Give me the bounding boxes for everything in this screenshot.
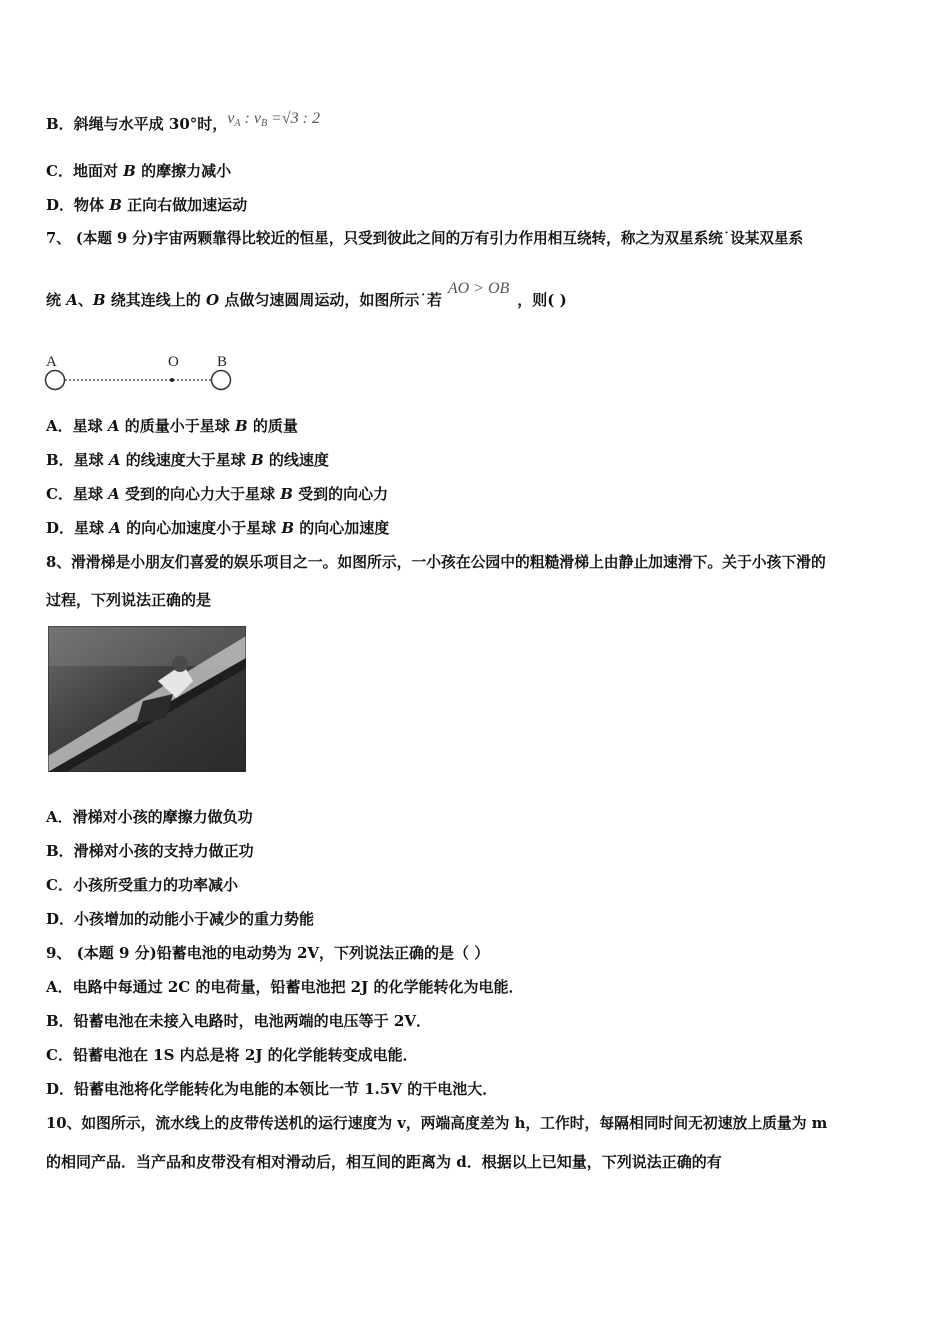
- formula-vb-sub: B: [260, 118, 268, 129]
- q7-b-post: 的线速度: [263, 451, 329, 469]
- q7-a-post: 的质量: [247, 417, 298, 435]
- point-o-dot: [170, 378, 174, 382]
- q7-d-post: 的向心加速度: [294, 519, 390, 537]
- q10-stem-line2: 的相同产品．当产品和皮带没有相对滑动后，相互间的距离为 d．根据以上已知量，下列说法正确的有: [46, 1153, 722, 1171]
- q7-l2-var-o: O: [206, 291, 220, 309]
- q8-option-c: C．小孩所受重力的功率减小: [46, 876, 238, 894]
- q6-option-b: [46, 110, 320, 140]
- q10-stem-line1: 10、如图所示，流水线上的皮带传送机的运行速度为 v，两端高度差为 h，工作时，每隔相同时间无初速放上质量为 m: [46, 1115, 828, 1132]
- formula-va: v: [227, 110, 235, 127]
- q7-a-pre: A．星球: [46, 417, 108, 435]
- q6-option-d-pre: D．物体: [46, 196, 110, 214]
- star-a-circle: [46, 371, 65, 390]
- q7-c-v2: B: [280, 485, 293, 503]
- q6-option-b-formula: [227, 110, 320, 127]
- q7-a-mid: 的质量小于星球: [119, 417, 235, 435]
- q7-c-post: 受到的向心力: [292, 485, 389, 503]
- q9-option-a: A．电路中每通过 2C 的电荷量，铅蓄电池把 2J 的化学能转化为电能．: [46, 978, 524, 996]
- q8-option-d: D．小孩增加的动能小于减少的重力势能: [46, 910, 315, 928]
- q8-option-a: A．滑梯对小孩的摩擦力做负功: [46, 808, 253, 826]
- slide-photo: [48, 626, 246, 772]
- q7-stem-line1: 7、 (本题 9 分)宇宙两颗靠得比较近的恒星，只受到彼此之间的万有引力作用相互绕转，称之为双星系统˙设某双星系: [46, 230, 804, 247]
- diagram-label-b: B: [217, 354, 228, 370]
- q7-l2-a: 统: [46, 291, 67, 309]
- q7-l2-c: 点做匀速圆周运动，如图所示˙若: [219, 291, 442, 309]
- q9-option-c: C．铅蓄电池在 1S 内总是将 2J 的化学能转变成电能．: [46, 1046, 418, 1064]
- q6-option-c-post: 的摩擦力减小: [135, 162, 232, 180]
- q7-d-v2: B: [281, 519, 295, 537]
- q6-option-d-post: 正向右做加速运动: [121, 196, 248, 214]
- formula-rest: =√3 : 2: [267, 110, 320, 127]
- binary-star-diagram: [44, 350, 244, 394]
- q7-d-v1: A: [109, 519, 121, 537]
- q7-b-pre: B．星球: [46, 451, 109, 469]
- q9-option-d: D．铅蓄电池将化学能转化为电能的本领比一节 1.5V 的干电池大．: [46, 1080, 498, 1098]
- diagram-label-o: O: [168, 354, 179, 370]
- q7-d-mid: 的向心加速度小于星球: [120, 519, 282, 537]
- q7-b-mid: 的线速度大于星球: [120, 451, 251, 469]
- q6-option-b-text: B．斜绳与水平成 30°时，: [46, 115, 228, 133]
- q7-a-v2: B: [234, 417, 248, 435]
- child-head: [172, 656, 188, 672]
- formula-vb: v: [253, 110, 261, 127]
- q8-stem-line2: 过程，下列说法正确的是: [46, 591, 212, 609]
- q7-l2-var-b: B: [92, 291, 106, 309]
- q6-option-c: [46, 161, 231, 181]
- q7-formula: AO > OB: [447, 280, 510, 297]
- star-b-circle: [212, 371, 231, 390]
- q7-d-pre: D．星球: [46, 519, 110, 537]
- q8-stem-line1: 8、滑滑梯是小朋友们喜爱的娱乐项目之一。如图所示，一小孩在公园中的粗糙滑梯上由静止加速滑下。关于小孩下滑的: [46, 554, 826, 571]
- q7-c-v1: A: [108, 485, 120, 503]
- q7-option-b: [46, 450, 329, 470]
- q7-c-pre: C．星球: [46, 485, 109, 503]
- q7-b-v2: B: [251, 451, 264, 469]
- q6-option-d: [46, 195, 247, 215]
- q7-option-d: [46, 518, 389, 538]
- q7-option-c: [46, 484, 388, 504]
- q7-l2-b: 绕其连线上的: [105, 291, 207, 309]
- diagram-label-a: A: [46, 354, 57, 370]
- q6-option-d-var: B: [109, 196, 122, 214]
- formula-va-sub: A: [234, 118, 241, 129]
- q6-option-c-pre: C．地面对: [46, 162, 124, 180]
- q7-a-v1: A: [107, 417, 120, 435]
- q7-c-mid: 受到的向心力大于星球: [119, 485, 281, 503]
- formula-colon: :: [240, 110, 254, 127]
- q8-option-b: B．滑梯对小孩的支持力做正功: [46, 842, 254, 860]
- q7-stem-line2: [46, 280, 567, 311]
- q7-option-a: [46, 416, 298, 436]
- q9-option-b: B．铅蓄电池在未接入电路时，电池两端的电压等于 2V．: [46, 1012, 431, 1030]
- q7-l2-var-a: A: [66, 291, 78, 309]
- q7-l2-sep: 、: [77, 291, 93, 309]
- q7-l2-end: ，则( ): [517, 291, 567, 309]
- q9-stem: 9、 (本题 9 分)铅蓄电池的电动势为 2V，下列说法正确的是（ ）: [46, 944, 490, 962]
- q6-option-c-var: B: [123, 162, 136, 180]
- q7-b-v1: A: [108, 451, 121, 469]
